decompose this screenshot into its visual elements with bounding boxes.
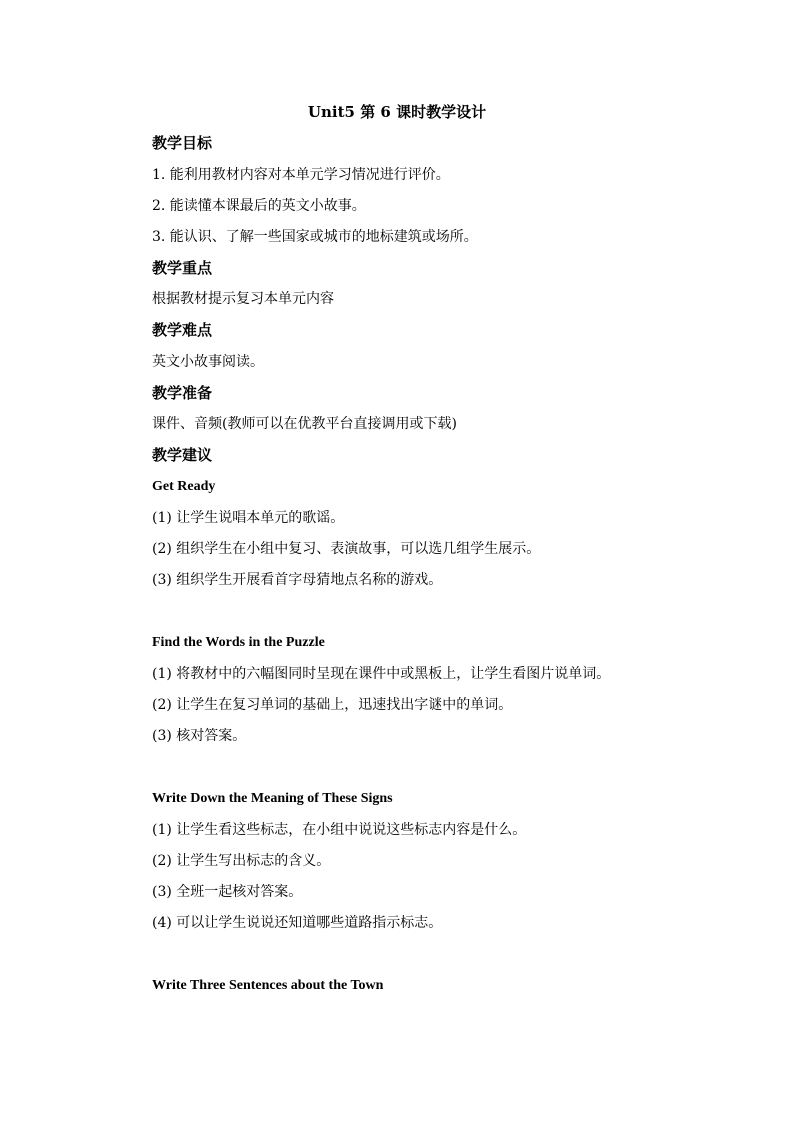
objective-item: 2. 能读懂本课最后的英文小故事。 <box>152 198 366 214</box>
section-title-sentences: Write Three Sentences about the Town <box>152 978 384 993</box>
list-item: (1) 将教材中的六幅图同时呈现在课件中或黑板上，让学生看图片说单词。 <box>152 666 611 682</box>
section-title-get-ready: Get Ready <box>152 479 216 494</box>
preparation-text: 课件、音频(教师可以在优教平台直接调用或下载) <box>152 416 457 432</box>
list-item: (3) 组织学生开展看首字母猜地点名称的游戏。 <box>152 572 443 588</box>
section-title-signs: Write Down the Meaning of These Signs <box>152 791 393 806</box>
objectives-heading: 教学目标 <box>152 134 213 152</box>
list-item: (2) 让学生写出标志的含义。 <box>152 853 331 869</box>
suggestions-heading: 教学建议 <box>152 446 213 464</box>
preparation-heading: 教学准备 <box>152 384 213 402</box>
objective-item: 3. 能认识、了解一些国家或城市的地标建筑或场所。 <box>152 229 478 245</box>
list-item: (3) 核对答案。 <box>152 728 247 744</box>
page-title: Unit5 第 6 课时教学设计 <box>307 103 487 121</box>
key-points-heading: 教学重点 <box>152 259 213 277</box>
key-points-text: 根据教材提示复习本单元内容 <box>152 291 334 307</box>
objective-item: 1. 能利用教材内容对本单元学习情况进行评价。 <box>152 167 450 183</box>
list-item: (3) 全班一起核对答案。 <box>152 884 303 900</box>
list-item: (4) 可以让学生说说还知道哪些道路指示标志。 <box>152 915 443 931</box>
list-item: (1) 让学生说唱本单元的歌谣。 <box>152 510 345 526</box>
section-title-find-words: Find the Words in the Puzzle <box>152 635 325 650</box>
list-item: (1) 让学生看这些标志，在小组中说说这些标志内容是什么。 <box>152 822 527 838</box>
list-item: (2) 组织学生在小组中复习、表演故事，可以选几组学生展示。 <box>152 541 541 557</box>
list-item: (2) 让学生在复习单词的基础上，迅速找出字谜中的单词。 <box>152 697 513 713</box>
difficulties-heading: 教学难点 <box>152 321 213 339</box>
difficulties-text: 英文小故事阅读。 <box>152 354 264 370</box>
